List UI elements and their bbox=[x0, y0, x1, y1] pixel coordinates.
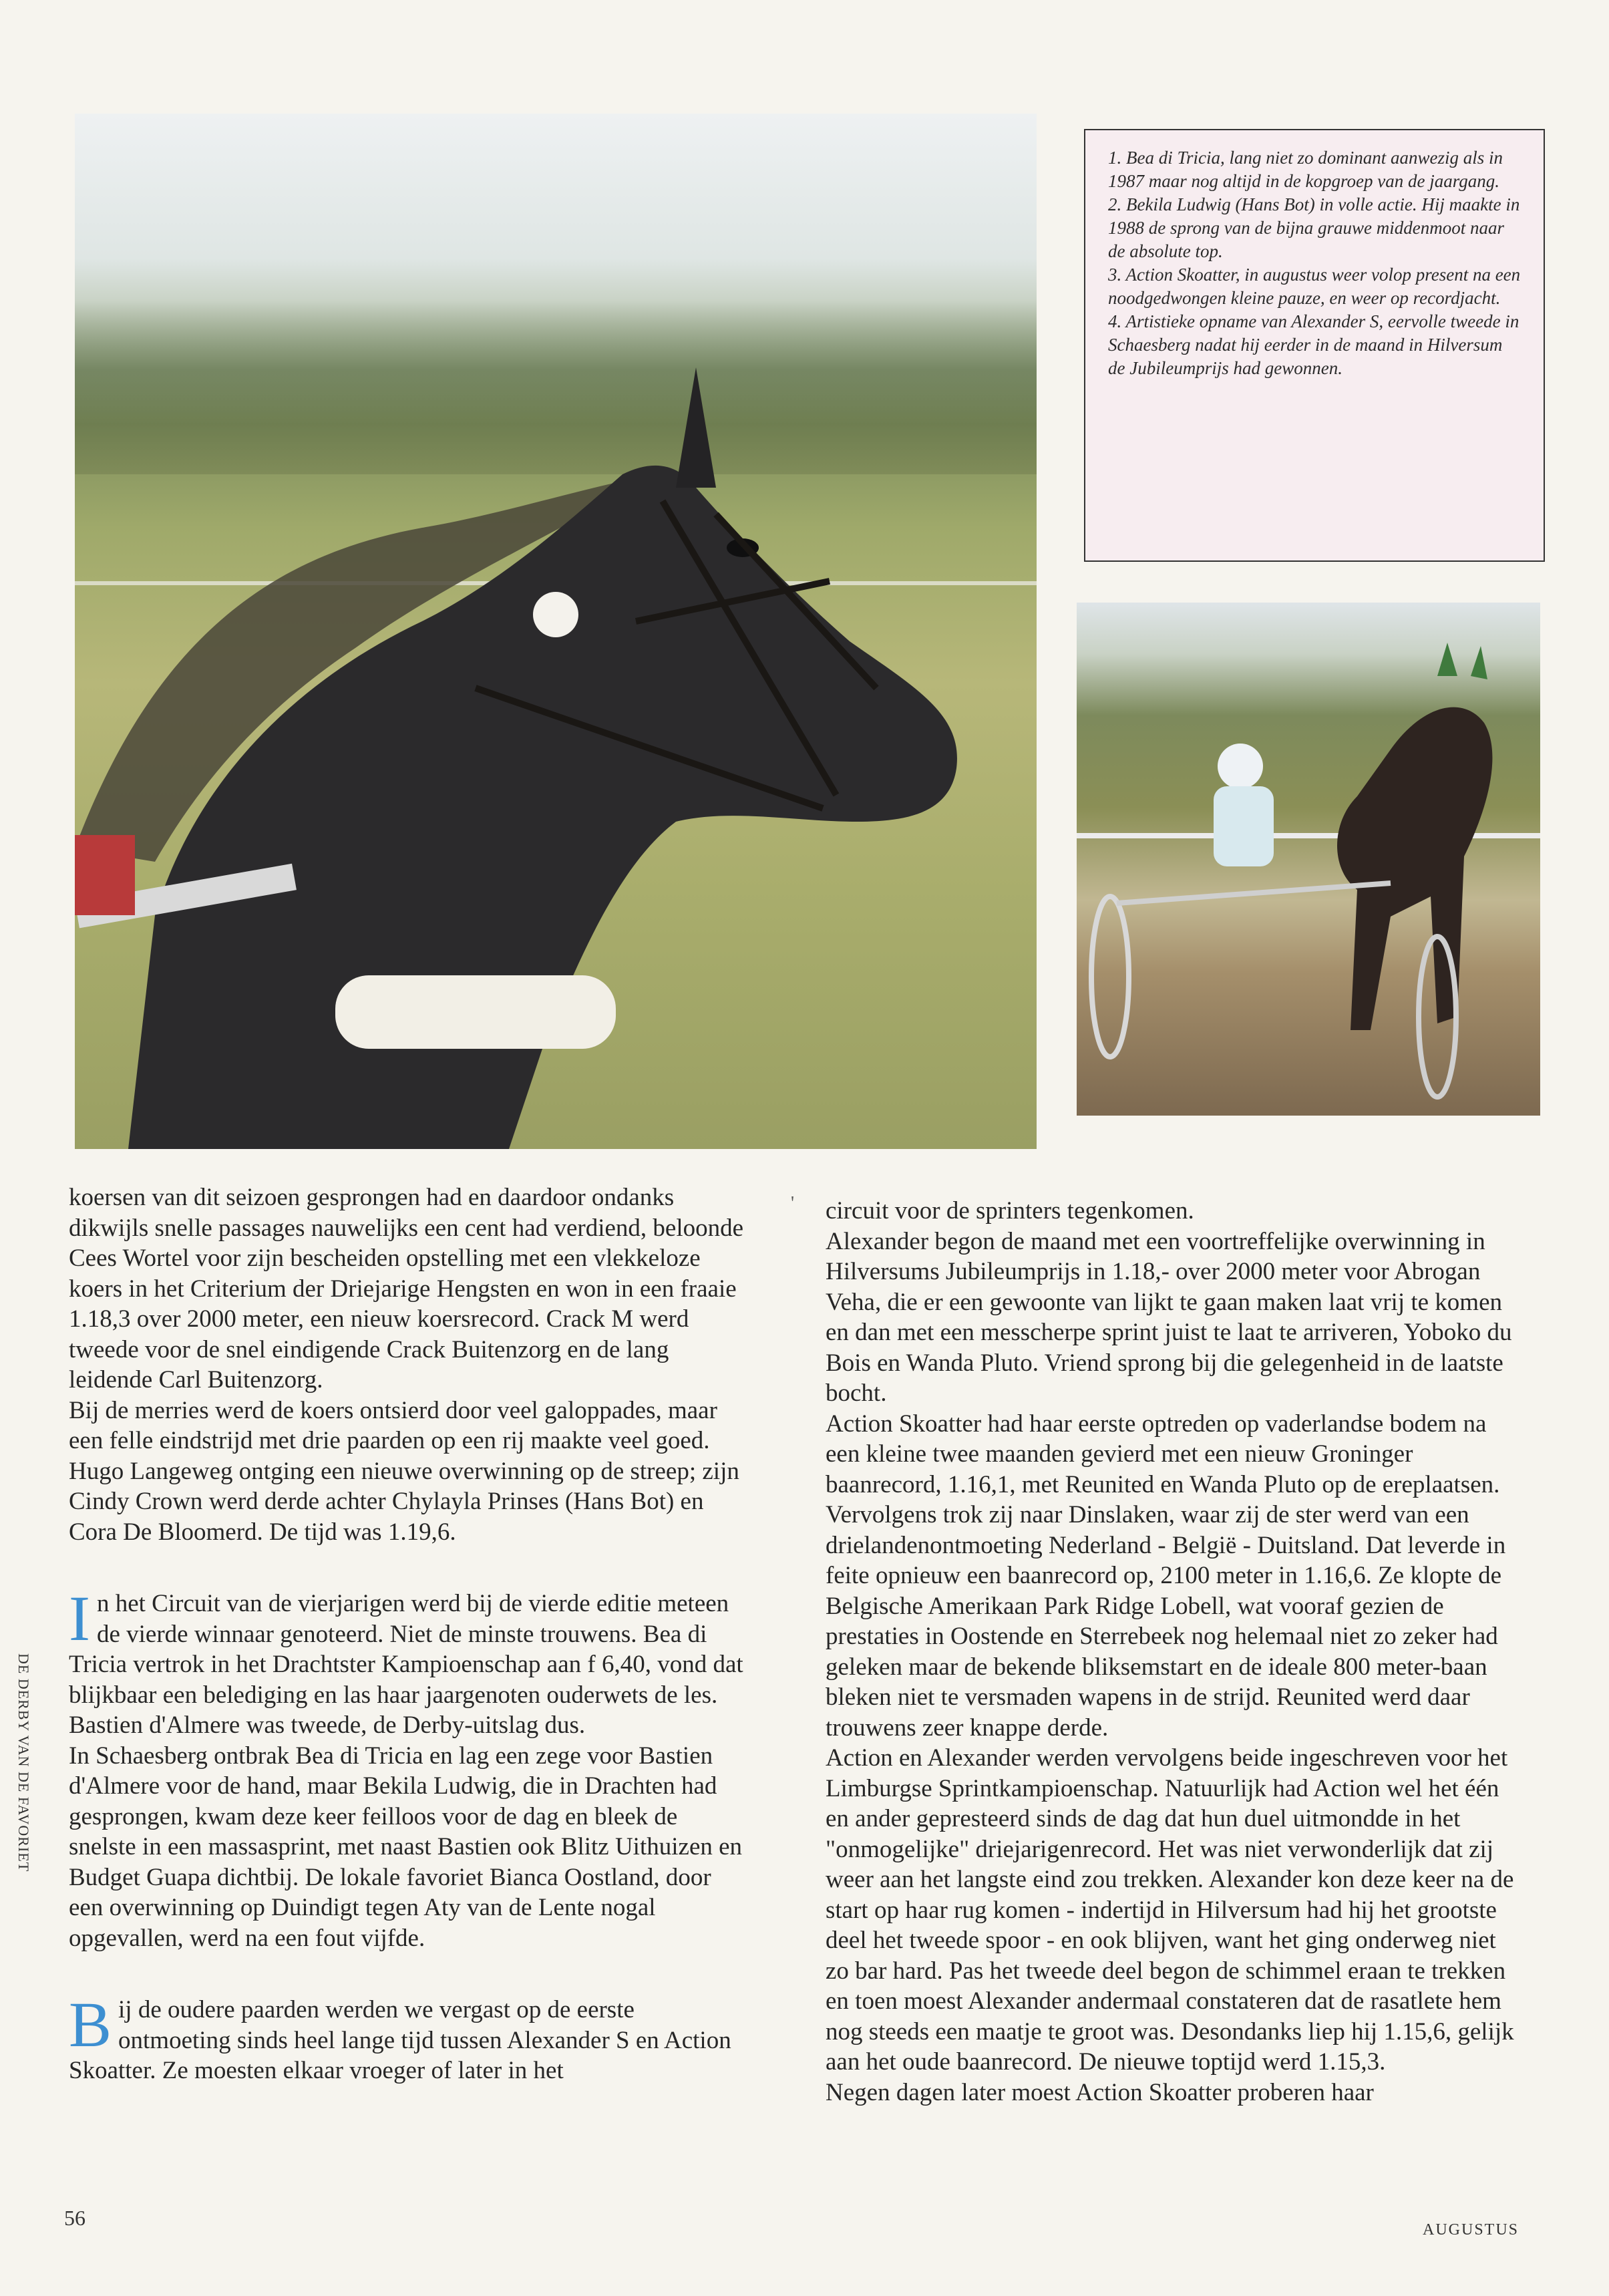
paragraph: Action Skoatter had haar eerste optreden op vaderlandse bodem na een kleine twee maanden gevierd met een nieuw Groninger baanrecord, 1.16,1, met Reunited en Wanda Pluto op de ereplaatsen. Vervolgens trok zij naar Dinslaken, waar zij de ster werd van een drielandenontmoeting Nederland - België - Duitsland. Dat leverde in feite opnieuw een baanrecord op, 2100 meter in 1.16,6. Ze klopte de Belgische Amerikaan Park Ridge Lobell, wat vooraf gezien de prestaties in Oostende en Sterrebeek nog helemaal niet zo zeker had geleken maar de bekende bliksemstart en de ideale 800 meter-baan bleken niet te versmaden wapens in de strijd. Reunited werd daar trouwens zeer knappe derde. bbox=[826, 1410, 1506, 1742]
paragraph: In Schaesberg ontbrak Bea di Tricia en lag een zege voor Bastien d'Almere voor de hand, maar Bekila Ludwig, die in Drachten had gesprongen, kwam deze keer feilloos voor de dag en bleek de snelste in een massasprint, met naast Bastien ook Blitz Uithuizen en Budget Guapa dichtbij. De lokale favoriet Bianca Oostland, door een overwinning op Duindigt tegen Aty van de Lente nogal opgevallen, werd na een fout vijfde. bbox=[69, 1742, 743, 1952]
paragraph-with-dropcap bbox=[69, 1989, 747, 2086]
article-column-left bbox=[69, 1182, 747, 2086]
caption-1: 1. Bea di Tricia, lang niet zo dominant aanwezig als in 1987 maar nog altijd in de kopgroep van de jaargang. bbox=[1108, 148, 1503, 191]
caption-4: 4. Artistieke opname van Alexander S, eervolle tweede in Schaesberg nadat hij eerder in de maand in Hilversum de Jubileumprijs had gewonnen. bbox=[1108, 311, 1519, 378]
section-side-label bbox=[12, 1653, 39, 2134]
paragraph: Action en Alexander werden vervolgens beide ingeschreven voor het Limburgse Sprintkampioenschap. Natuurlijk had Action wel het één en ander gepresteerd sinds de dag dat hun duel uitmondde in het "onmogelijke" driejarigenrecord. Het was niet verwonderlijk dat zij weer aan het langste eind zou trekken. Alexander kon deze keer na de start op haar rug komen - indertijd in Hilversum had hij het grootste deel het tweede spoor - en ook blijven, want het ging onderweg niet zo bar hard. Pas het tweede deel begon de schimmel eraan te trekken en toen moest Alexander andermaal constateren dat de rasatlete hem nog steeds een maatje te groot was. Desondanks liep hij 1.15,6, gelijk aan het oude baanrecord. De nieuwe toptijd werd 1.15,3. bbox=[826, 1744, 1514, 2076]
caption-3: 3. Action Skoatter, in augustus weer volop present na een noodgedwongen kleine pauze, en weer op recordjacht. bbox=[1108, 265, 1521, 308]
paragraph: Negen dagen later moest Action Skoatter proberen haar bbox=[826, 2078, 1374, 2106]
sulky-illustration bbox=[1077, 603, 1540, 1116]
paragraph-text: ij de oudere paarden werden we vergast op de eerste ontmoeting sinds heel lange tijd tussen Alexander S en Action Skoatter. Ze moesten elkaar vroeger of later in het bbox=[69, 1996, 731, 2084]
paragraph: koersen van dit seizoen gesprongen had en daardoor ondanks dikwijls snelle passages nauwelijks een cent had verdiend, beloonde Cees Wortel voor zijn bescheiden opstelling met een vlekkeloze koers in het Criterium der Driejarige Hengsten en won in een fraaie 1.18,3 over 2000 meter, een nieuw koersrecord. Crack M werd tweede voor de snel eindigende Crack Buitenzorg en de lang leidende Carl Buitenzorg. bbox=[69, 1184, 744, 1393]
horse-head-illustration bbox=[75, 114, 1037, 1149]
paragraph: Bij de merries werd de koers ontsierd door veel galoppades, maar een felle eindstrijd met drie paarden op een rij maakte veel goed. Hugo Langeweg ontging een nieuwe overwinning op de streep; zijn Cindy Crown werd derde achter Chylayla Prinses (Hans Bot) en Cora De Bloomerd. De tijd was 1.19,6. bbox=[69, 1396, 739, 1546]
page-number: 56 bbox=[64, 2206, 85, 2230]
paragraph-with-dropcap bbox=[69, 1583, 747, 1741]
side-label-text: DE DERBY VAN DE FAVORIET bbox=[15, 1653, 32, 1872]
article-column-right bbox=[826, 1196, 1520, 2108]
dropcap: I bbox=[69, 1583, 90, 1654]
sulky-race-photo bbox=[1077, 603, 1540, 1116]
column-marker: ' bbox=[791, 1193, 795, 1214]
paragraph: circuit voor de sprinters tegenkomen. bbox=[826, 1197, 1194, 1224]
paragraph: Alexander begon de maand met een voortreffelijke overwinning in Hilversums Jubileumprijs in 1.18,- over 2000 meter voor Abrogan Veha, die er een gewoonte van lijkt te gaan maken laat vrij te komen en dan met een messcherpe sprint juist te laat te arriveren, Yoboko du Bois en Wanda Pluto. Vriend sprong bij die gelegenheid in de laatste bocht. bbox=[826, 1227, 1512, 1407]
photo-caption-box bbox=[1084, 129, 1545, 562]
footer-month: AUGUSTUS bbox=[1423, 2221, 1519, 2239]
paragraph-text: n het Circuit van de vierjarigen werd bij de vierde editie meteen de vierde winnaar genoteerd. Niet de minste trouwens. Bea di Tricia vertrok in het Drachtster Kampioenschap aan f 6,40, vond dat blijkbaar een belediging en las haar jaargenoten ouderwets de les. Bastien d'Almere was tweede, de Derby-uitslag dus. bbox=[69, 1590, 743, 1739]
caption-2: 2. Bekila Ludwig (Hans Bot) in volle actie. Hij maakte in 1988 de sprong van de bijna grauwe middenmoot naar de absolute top. bbox=[1108, 194, 1520, 261]
dropcap: B bbox=[69, 1989, 112, 2060]
main-horse-photo bbox=[75, 114, 1037, 1149]
